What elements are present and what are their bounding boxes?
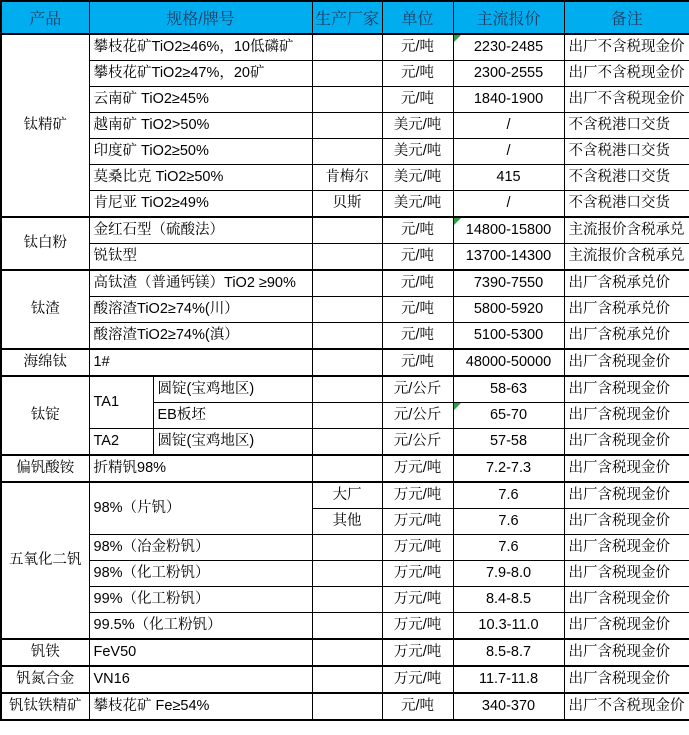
unit-cell: 元/吨	[382, 217, 453, 244]
product-cell: 钒钛铁精矿	[1, 693, 89, 720]
table-row	[1, 217, 689, 244]
maker-cell	[312, 270, 382, 297]
price-cell: 8.5-8.7	[453, 639, 564, 666]
maker-cell	[312, 61, 382, 87]
comment-marker-icon	[454, 403, 461, 410]
table-header-row	[1, 1, 689, 34]
note-cell: 出厂含税现金价	[564, 666, 689, 693]
comment-marker-icon	[454, 218, 461, 225]
unit-cell: 万元/吨	[382, 561, 453, 587]
unit-cell: 元/吨	[382, 270, 453, 297]
col-header-remark: 备注	[564, 1, 689, 34]
spec-cell: 99.5%（化工粉钒）	[89, 613, 312, 640]
col-header-unit: 单位	[382, 1, 453, 34]
note-cell: 主流报价含税承兑	[564, 217, 689, 244]
unit-cell: 元/吨	[382, 61, 453, 87]
unit-cell: 万元/吨	[382, 535, 453, 561]
spec-cell: FeV50	[89, 639, 312, 666]
price-cell: 7.6	[453, 535, 564, 561]
unit-cell: 美元/吨	[382, 165, 453, 191]
table-row	[1, 87, 689, 113]
spec-cell: 攀枝花矿 Fe≥54%	[89, 693, 312, 720]
price-cell: 10.3-11.0	[453, 613, 564, 640]
spec-cell: TA2	[89, 429, 153, 456]
note-cell: 出厂含税现金价	[564, 482, 689, 509]
spec-cell: 折精钒98%	[89, 455, 312, 482]
unit-cell: 元/公斤	[382, 403, 453, 429]
note-cell: 出厂含税现金价	[564, 535, 689, 561]
note-cell: 主流报价含税承兑	[564, 244, 689, 271]
spec-cell: TA1	[89, 376, 153, 429]
maker-cell	[312, 87, 382, 113]
price-cell: 7.2-7.3	[453, 455, 564, 482]
note-cell: 出厂不含税现金价	[564, 693, 689, 720]
unit-cell: 万元/吨	[382, 455, 453, 482]
spec-cell: 圆锭(宝鸡地区)	[153, 429, 312, 456]
price-cell: 7.6	[453, 482, 564, 509]
maker-cell	[312, 587, 382, 613]
maker-cell: 贝斯	[312, 191, 382, 218]
unit-cell: 元/吨	[382, 244, 453, 271]
note-cell: 出厂含税现金价	[564, 349, 689, 376]
product-cell: 钛白粉	[1, 217, 89, 270]
unit-cell: 万元/吨	[382, 613, 453, 640]
spec-cell: 金红石型（硫酸法）	[89, 217, 312, 244]
spec-cell: 98%（冶金粉钒）	[89, 535, 312, 561]
note-cell: 不含税港口交货	[564, 139, 689, 165]
col-header-spec: 规格/牌号	[89, 1, 312, 34]
note-cell: 出厂含税现金价	[564, 509, 689, 535]
note-cell: 出厂不含税现金价	[564, 87, 689, 113]
price-cell: 2230-2485	[453, 34, 564, 61]
maker-cell	[312, 455, 382, 482]
product-cell: 五氧化二钒	[1, 482, 89, 639]
table-row	[1, 535, 689, 561]
maker-cell: 大厂	[312, 482, 382, 509]
maker-cell	[312, 113, 382, 139]
price-cell: 7390-7550	[453, 270, 564, 297]
maker-cell: 其他	[312, 509, 382, 535]
price-cell: 58-63	[453, 376, 564, 403]
price-cell: 48000-50000	[453, 349, 564, 376]
maker-cell	[312, 217, 382, 244]
spec-cell: 印度矿 TiO2≥50%	[89, 139, 312, 165]
spec-cell: 98%（化工粉钒）	[89, 561, 312, 587]
product-cell: 钛渣	[1, 270, 89, 349]
product-cell: 钒氮合金	[1, 666, 89, 693]
spec-cell: 莫桑比克 TiO2≥50%	[89, 165, 312, 191]
spec-cell: 酸溶渣TiO2≥74%(川）	[89, 297, 312, 323]
maker-cell: 肯梅尔	[312, 165, 382, 191]
price-cell: 11.7-11.8	[453, 666, 564, 693]
maker-cell	[312, 403, 382, 429]
spec-cell: 圆锭(宝鸡地区)	[153, 376, 312, 403]
maker-cell	[312, 34, 382, 61]
unit-cell: 元/公斤	[382, 376, 453, 403]
product-cell: 钛锭	[1, 376, 89, 455]
price-cell: 7.9-8.0	[453, 561, 564, 587]
price-cell: /	[453, 191, 564, 218]
unit-cell: 美元/吨	[382, 139, 453, 165]
maker-cell	[312, 535, 382, 561]
note-cell: 出厂含税现金价	[564, 455, 689, 482]
comment-marker-icon	[454, 35, 461, 42]
unit-cell: 元/吨	[382, 87, 453, 113]
note-cell: 出厂不含税现金价	[564, 61, 689, 87]
unit-cell: 万元/吨	[382, 482, 453, 509]
note-cell: 不含税港口交货	[564, 165, 689, 191]
note-cell: 出厂含税承兑价	[564, 270, 689, 297]
price-cell: 8.4-8.5	[453, 587, 564, 613]
spec-cell: 酸溶渣TiO2≥74%(滇）	[89, 323, 312, 350]
table-row	[1, 561, 689, 587]
price-cell: 415	[453, 165, 564, 191]
product-cell: 钛精矿	[1, 34, 89, 217]
note-cell: 出厂含税现金价	[564, 561, 689, 587]
note-cell: 出厂含税承兑价	[564, 297, 689, 323]
maker-cell	[312, 429, 382, 456]
price-cell: 2300-2555	[453, 61, 564, 87]
maker-cell	[312, 561, 382, 587]
spec-cell: 98%（片钒）	[89, 482, 312, 535]
table-row	[1, 191, 689, 218]
table-row	[1, 429, 689, 456]
table-row	[1, 34, 689, 61]
product-cell: 偏钒酸铵	[1, 455, 89, 482]
table-row	[1, 323, 689, 350]
unit-cell: 万元/吨	[382, 666, 453, 693]
unit-cell: 万元/吨	[382, 587, 453, 613]
table-row	[1, 270, 689, 297]
price-cell: 5100-5300	[453, 323, 564, 350]
table-row	[1, 666, 689, 693]
price-cell: 13700-14300	[453, 244, 564, 271]
table-row	[1, 455, 689, 482]
table-row	[1, 297, 689, 323]
note-cell: 出厂含税现金价	[564, 587, 689, 613]
table-body	[1, 34, 689, 720]
unit-cell: 美元/吨	[382, 113, 453, 139]
maker-cell	[312, 639, 382, 666]
spec-cell: 锐钛型	[89, 244, 312, 271]
price-cell: 7.6	[453, 509, 564, 535]
unit-cell: 元/吨	[382, 349, 453, 376]
maker-cell	[312, 139, 382, 165]
price-cell: /	[453, 113, 564, 139]
note-cell: 不含税港口交货	[564, 191, 689, 218]
spec-cell: 肯尼亚 TiO2≥49%	[89, 191, 312, 218]
maker-cell	[312, 693, 382, 720]
maker-cell	[312, 244, 382, 271]
spec-cell: 攀枝花矿TiO2≥46%，10低磷矿	[89, 34, 312, 61]
unit-cell: 万元/吨	[382, 509, 453, 535]
maker-cell	[312, 297, 382, 323]
price-cell: 1840-1900	[453, 87, 564, 113]
note-cell: 出厂含税现金价	[564, 639, 689, 666]
table-row	[1, 376, 689, 403]
table-row	[1, 639, 689, 666]
note-cell: 出厂含税现金价	[564, 613, 689, 640]
table-row	[1, 587, 689, 613]
table-row	[1, 244, 689, 271]
table-row	[1, 61, 689, 87]
spec-cell: VN16	[89, 666, 312, 693]
spec-cell: 攀枝花矿TiO2≥47%，20矿	[89, 61, 312, 87]
note-cell: 出厂含税现金价	[564, 376, 689, 403]
maker-cell	[312, 323, 382, 350]
unit-cell: 美元/吨	[382, 191, 453, 218]
table-row	[1, 349, 689, 376]
note-cell: 出厂含税现金价	[564, 403, 689, 429]
unit-cell: 万元/吨	[382, 639, 453, 666]
price-cell: 14800-15800	[453, 217, 564, 244]
maker-cell	[312, 349, 382, 376]
spec-cell: EB板坯	[153, 403, 312, 429]
maker-cell	[312, 613, 382, 640]
table-row	[1, 113, 689, 139]
price-cell: 65-70	[453, 403, 564, 429]
product-cell: 海绵钛	[1, 349, 89, 376]
spec-cell: 云南矿 TiO2≥45%	[89, 87, 312, 113]
table-row	[1, 482, 689, 509]
unit-cell: 元/公斤	[382, 429, 453, 456]
table-row	[1, 693, 689, 720]
table-row	[1, 139, 689, 165]
table-row	[1, 613, 689, 640]
unit-cell: 元/吨	[382, 34, 453, 61]
maker-cell	[312, 666, 382, 693]
price-cell: 340-370	[453, 693, 564, 720]
col-header-manufacturer: 生产厂家	[312, 1, 382, 34]
table-header	[1, 1, 689, 34]
maker-cell	[312, 376, 382, 403]
note-cell: 出厂不含税现金价	[564, 34, 689, 61]
col-header-product: 产品	[1, 1, 89, 34]
spec-cell: 高钛渣（普通钙镁）TiO2 ≥90%	[89, 270, 312, 297]
note-cell: 出厂含税承兑价	[564, 323, 689, 350]
price-cell: 5800-5920	[453, 297, 564, 323]
product-cell: 钒铁	[1, 639, 89, 666]
note-cell: 出厂含税现金价	[564, 429, 689, 456]
col-header-price: 主流报价	[453, 1, 564, 34]
spec-cell: 1#	[89, 349, 312, 376]
unit-cell: 元/吨	[382, 323, 453, 350]
unit-cell: 元/吨	[382, 693, 453, 720]
note-cell: 不含税港口交货	[564, 113, 689, 139]
spec-cell: 99%（化工粉钒）	[89, 587, 312, 613]
price-cell: 57-58	[453, 429, 564, 456]
price-cell: /	[453, 139, 564, 165]
unit-cell: 元/吨	[382, 297, 453, 323]
table-row	[1, 165, 689, 191]
spec-cell: 越南矿 TiO2>50%	[89, 113, 312, 139]
